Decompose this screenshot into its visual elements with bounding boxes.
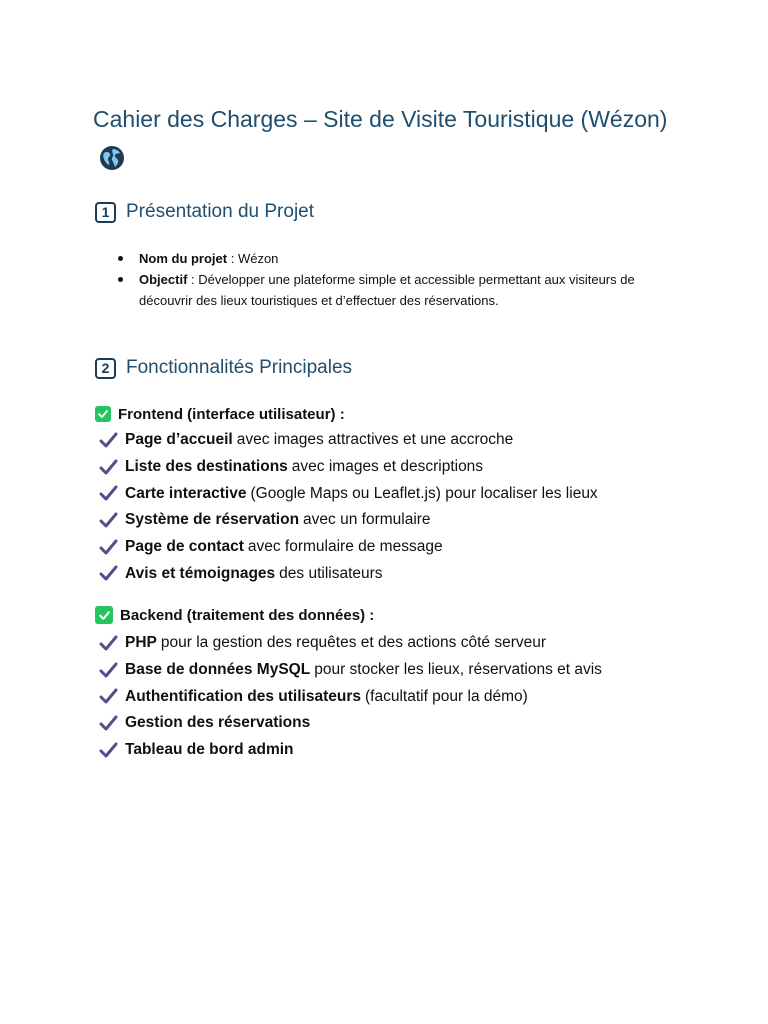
check-mark-icon (99, 432, 118, 449)
check-mark-icon (99, 742, 118, 759)
section-heading-text: Présentation du Projet (126, 201, 315, 222)
check-mark-icon (99, 635, 118, 652)
feature-name: Page d’accueil (125, 431, 233, 449)
feature-item (99, 480, 598, 507)
feature-detail: (Google Maps ou Leaflet.js) pour localiser les lieux (250, 484, 598, 502)
feature-name: Avis et témoignages (125, 564, 276, 582)
frontend-subheading (95, 403, 345, 425)
list-item (118, 248, 658, 269)
feature-detail: (facultatif pour la démo) (364, 687, 528, 705)
backend-subheading (95, 604, 374, 626)
item-value: Wézon (237, 251, 279, 266)
feature-name: Authentification des utilisateurs (125, 687, 361, 705)
subheading-text: Backend (traitement des données) : (120, 606, 375, 624)
feature-item (99, 534, 598, 561)
check-mark-icon (99, 688, 118, 705)
check-mark-icon (99, 485, 118, 502)
item-label: Nom du projet (139, 251, 228, 266)
check-mark-icon (99, 459, 118, 476)
globe-icon (99, 145, 125, 171)
feature-name: PHP (125, 634, 157, 652)
feature-name: Liste des destinations (125, 458, 288, 476)
check-mark-button-icon (95, 406, 111, 422)
project-info-list (118, 248, 658, 311)
feature-item (99, 427, 598, 454)
backend-feature-list (99, 630, 602, 763)
feature-name: Page de contact (125, 538, 244, 556)
feature-name: Système de réservation (125, 511, 300, 529)
feature-item (99, 507, 598, 534)
feature-detail: pour stocker les lieux, réservations et avis (314, 661, 602, 679)
check-mark-icon (99, 512, 118, 529)
feature-item (99, 454, 598, 481)
feature-item (99, 657, 602, 684)
feature-name: Gestion des réservations (125, 714, 311, 732)
check-mark-icon (99, 565, 118, 582)
feature-detail: avec images et descriptions (291, 458, 484, 476)
frontend-feature-list (99, 427, 598, 587)
feature-name: Base de données MySQL (125, 661, 311, 679)
check-mark-icon (99, 662, 118, 679)
check-mark-button-icon (95, 606, 113, 624)
document-title (93, 100, 693, 178)
check-mark-icon (99, 539, 118, 556)
feature-item (99, 560, 598, 587)
number-two-icon: 2 (95, 358, 116, 379)
bullet-icon (118, 277, 123, 282)
feature-detail: pour la gestion des requêtes et des actions côté serveur (160, 634, 547, 652)
item-separator: : (227, 251, 238, 266)
feature-name: Tableau de bord admin (125, 741, 294, 759)
list-item (118, 269, 658, 311)
feature-detail: des utilisateurs (279, 564, 383, 582)
document-title-text: Cahier des Charges – Site de Visite Touristique (Wézon) (93, 106, 668, 132)
feature-item (99, 737, 602, 764)
item-value: Développer une plateforme simple et accessible permettant aux visiteurs de découvrir des lieux touristiques et d’effectuer des réservations. (139, 272, 635, 308)
section-heading-features (95, 355, 352, 381)
feature-item (99, 683, 602, 710)
number-one-icon: 1 (95, 202, 116, 223)
feature-detail: avec formulaire de message (247, 538, 443, 556)
feature-name: Carte interactive (125, 484, 247, 502)
bullet-icon (118, 256, 123, 261)
section-heading-text: Fonctionnalités Principales (126, 357, 353, 378)
feature-item (99, 710, 602, 737)
feature-item (99, 630, 602, 657)
subheading-text: Frontend (interface utilisateur) : (118, 405, 345, 423)
check-mark-icon (99, 715, 118, 732)
item-separator: : (187, 272, 199, 287)
feature-detail: avec un formulaire (303, 511, 431, 529)
feature-detail: avec images attractives et une accroche (236, 431, 514, 449)
item-label: Objectif (139, 272, 188, 287)
section-heading-presentation (95, 199, 314, 225)
